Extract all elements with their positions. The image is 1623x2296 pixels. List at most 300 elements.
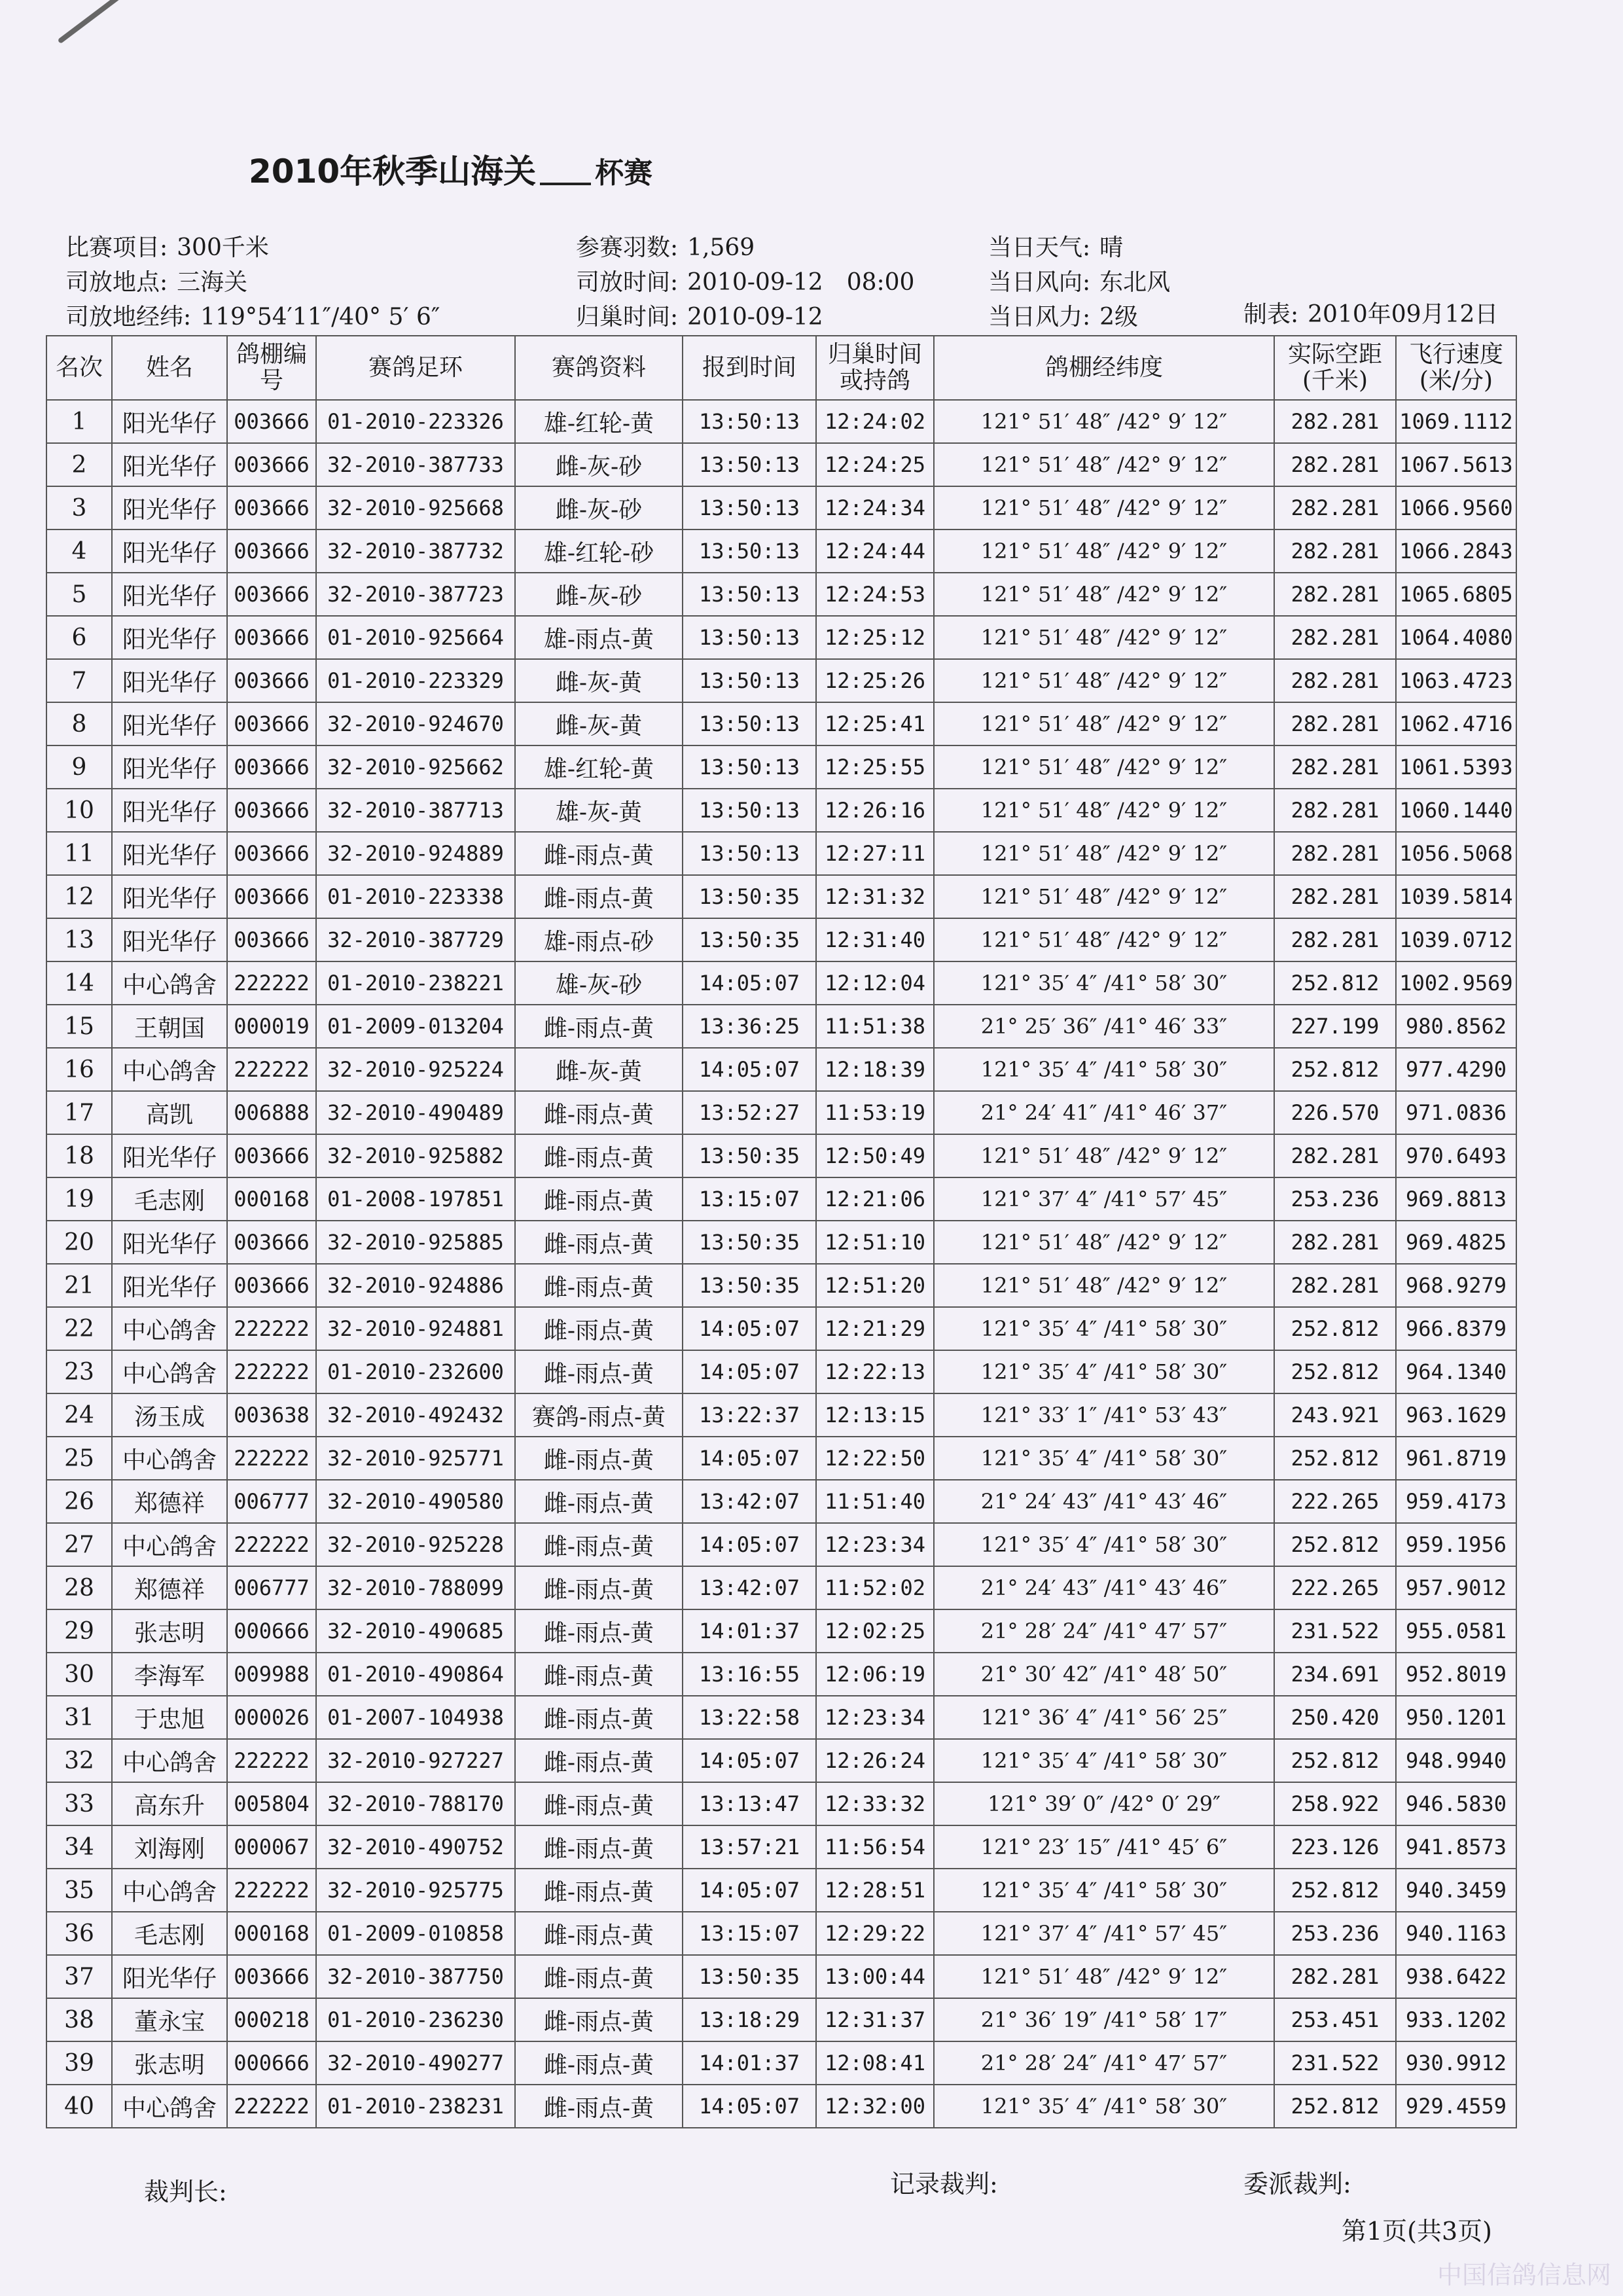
table-row <box>46 1739 1516 1782</box>
info-weather-value: 晴 <box>1099 234 1124 261</box>
page-number: 第1页(共3页) <box>1342 2217 1493 2246</box>
cell-ring-number: 32-2010-924881 <box>316 1307 515 1350</box>
cell-rank: 7 <box>46 659 112 702</box>
cell-speed: 941.8573 <box>1396 1825 1516 1869</box>
cell-bird-info: 雌-灰-砂 <box>515 443 683 486</box>
cell-name: 阳光华仔 <box>112 400 227 443</box>
cell-loft-coordinates: 21° 24′ 43″ /41° 43′ 46″ <box>934 1480 1274 1523</box>
cell-loft-id: 222222 <box>227 1437 316 1480</box>
cell-distance: 253.451 <box>1274 1998 1396 2041</box>
cell-speed: 1067.5613 <box>1396 443 1516 486</box>
table-row <box>46 573 1516 616</box>
cell-speed: 1061.5393 <box>1396 745 1516 789</box>
table-row <box>46 529 1516 573</box>
cell-bird-info: 雌-灰-黄 <box>515 702 683 745</box>
cell-speed: 1064.4080 <box>1396 616 1516 659</box>
cell-loft-id: 222222 <box>227 1350 316 1393</box>
cell-distance: 250.420 <box>1274 1696 1396 1739</box>
cell-bird-info: 雌-雨点-黄 <box>515 1264 683 1307</box>
cell-ring-number: 32-2010-490752 <box>316 1825 515 1869</box>
cell-distance: 222.265 <box>1274 1480 1396 1523</box>
cell-ring-number: 32-2010-387733 <box>316 443 515 486</box>
header-cell: 姓名 <box>112 336 227 400</box>
cell-report-time: 14:01:37 <box>683 1609 816 1653</box>
cell-report-time: 13:50:13 <box>683 486 816 529</box>
cell-arrival-time: 12:27:11 <box>816 832 934 875</box>
cell-loft-coordinates: 121° 37′ 4″ /41° 57′ 45″ <box>934 1177 1274 1221</box>
cell-report-time: 13:50:35 <box>683 1955 816 1998</box>
cell-speed: 952.8019 <box>1396 1653 1516 1696</box>
cell-speed: 940.3459 <box>1396 1869 1516 1912</box>
cell-loft-id: 000168 <box>227 1177 316 1221</box>
cell-speed: 957.9012 <box>1396 1566 1516 1609</box>
cell-loft-coordinates: 121° 51′ 48″ /42° 9′ 12″ <box>934 918 1274 961</box>
cell-rank: 8 <box>46 702 112 745</box>
cell-rank: 15 <box>46 1005 112 1048</box>
table-row <box>46 702 1516 745</box>
cell-loft-id: 003666 <box>227 1221 316 1264</box>
cell-bird-info: 雌-雨点-黄 <box>515 1869 683 1912</box>
cell-loft-id: 003666 <box>227 486 316 529</box>
header-row <box>46 336 1516 400</box>
results-table <box>46 335 1517 2128</box>
cell-report-time: 13:50:13 <box>683 745 816 789</box>
cell-report-time: 14:05:07 <box>683 2085 816 2128</box>
cell-arrival-time: 12:25:12 <box>816 616 934 659</box>
cell-speed: 1066.2843 <box>1396 529 1516 573</box>
cell-distance: 222.265 <box>1274 1566 1396 1609</box>
cell-name: 阳光华仔 <box>112 1134 227 1177</box>
cell-rank: 11 <box>46 832 112 875</box>
cell-arrival-time: 12:31:32 <box>816 875 934 918</box>
cell-arrival-time: 12:29:22 <box>816 1912 934 1955</box>
table-row <box>46 1782 1516 1825</box>
cell-report-time: 13:50:35 <box>683 1221 816 1264</box>
cell-report-time: 13:50:35 <box>683 1264 816 1307</box>
cell-name: 高凯 <box>112 1091 227 1134</box>
cell-arrival-time: 11:56:54 <box>816 1825 934 1869</box>
cell-name: 汤玉成 <box>112 1393 227 1437</box>
cell-distance: 234.691 <box>1274 1653 1396 1696</box>
cell-distance: 243.921 <box>1274 1393 1396 1437</box>
cell-ring-number: 32-2010-387713 <box>316 789 515 832</box>
cell-speed: 1062.4716 <box>1396 702 1516 745</box>
cell-loft-coordinates: 121° 23′ 15″ /41° 45′ 6″ <box>934 1825 1274 1869</box>
cell-arrival-time: 12:24:34 <box>816 486 934 529</box>
cell-bird-info: 雌-雨点-黄 <box>515 1005 683 1048</box>
cell-ring-number: 32-2010-387750 <box>316 1955 515 1998</box>
cell-ring-number: 32-2010-925668 <box>316 486 515 529</box>
cell-loft-coordinates: 121° 35′ 4″ /41° 58′ 30″ <box>934 961 1274 1005</box>
cell-name: 李海军 <box>112 1653 227 1696</box>
info-wind-dir <box>988 264 1170 297</box>
cell-bird-info: 雌-雨点-黄 <box>515 1653 683 1696</box>
cell-rank: 19 <box>46 1177 112 1221</box>
table-row <box>46 400 1516 443</box>
cell-name: 张志明 <box>112 1609 227 1653</box>
cell-loft-coordinates: 121° 51′ 48″ /42° 9′ 12″ <box>934 1134 1274 1177</box>
info-release-coord-label: 司放地经纬: <box>65 304 192 331</box>
cell-ring-number: 32-2010-925775 <box>316 1869 515 1912</box>
info-release-time <box>576 264 914 297</box>
cell-name: 中心鸽舍 <box>112 1523 227 1566</box>
cell-arrival-time: 11:52:02 <box>816 1566 934 1609</box>
cell-ring-number: 32-2010-788170 <box>316 1782 515 1825</box>
table-row <box>46 1048 1516 1091</box>
cell-rank: 40 <box>46 2085 112 2128</box>
cell-speed: 938.6422 <box>1396 1955 1516 1998</box>
table-row <box>46 1825 1516 1869</box>
cell-name: 阳光华仔 <box>112 659 227 702</box>
cell-distance: 252.812 <box>1274 1523 1396 1566</box>
cell-bird-info: 雌-雨点-黄 <box>515 1437 683 1480</box>
title-suffix: 杯赛 <box>595 156 653 190</box>
cell-arrival-time: 13:00:44 <box>816 1955 934 1998</box>
cell-loft-coordinates: 121° 51′ 48″ /42° 9′ 12″ <box>934 745 1274 789</box>
cell-name: 阳光华仔 <box>112 875 227 918</box>
cell-distance: 252.812 <box>1274 961 1396 1005</box>
table-row <box>46 2041 1516 2085</box>
cell-arrival-time: 12:25:55 <box>816 745 934 789</box>
cell-loft-coordinates: 121° 51′ 48″ /42° 9′ 12″ <box>934 1221 1274 1264</box>
cell-report-time: 14:05:07 <box>683 961 816 1005</box>
header-cell: 实际空距(千米) <box>1274 336 1396 400</box>
cell-bird-info: 雌-灰-砂 <box>515 486 683 529</box>
table-row <box>46 1955 1516 1998</box>
cell-name: 中心鸽舍 <box>112 961 227 1005</box>
cell-rank: 31 <box>46 1696 112 1739</box>
info-release-time-label: 司放时间: <box>576 269 679 296</box>
cell-name: 中心鸽舍 <box>112 1437 227 1480</box>
appointed-judge-label: 委派裁判: <box>1243 2170 1351 2198</box>
cell-report-time: 13:50:13 <box>683 400 816 443</box>
cell-arrival-time: 11:53:19 <box>816 1091 934 1134</box>
cell-speed: 966.8379 <box>1396 1307 1516 1350</box>
cell-rank: 36 <box>46 1912 112 1955</box>
cell-rank: 1 <box>46 400 112 443</box>
cell-arrival-time: 12:50:49 <box>816 1134 934 1177</box>
cell-arrival-time: 12:24:53 <box>816 573 934 616</box>
table-row <box>46 1609 1516 1653</box>
cell-ring-number: 32-2010-925882 <box>316 1134 515 1177</box>
info-entries <box>576 229 755 262</box>
cell-ring-number: 32-2010-387729 <box>316 918 515 961</box>
cell-arrival-time: 12:21:06 <box>816 1177 934 1221</box>
cell-report-time: 13:15:07 <box>683 1177 816 1221</box>
cell-ring-number: 32-2010-925228 <box>316 1523 515 1566</box>
cell-bird-info: 雌-雨点-黄 <box>515 1307 683 1350</box>
cell-report-time: 14:05:07 <box>683 1350 816 1393</box>
cell-report-time: 14:05:07 <box>683 1307 816 1350</box>
header-cell: 鸽棚经纬度 <box>934 336 1274 400</box>
cell-loft-id: 003666 <box>227 443 316 486</box>
cell-loft-coordinates: 121° 39′ 0″ /42° 0′ 29″ <box>934 1782 1274 1825</box>
cell-bird-info: 雌-雨点-黄 <box>515 1825 683 1869</box>
cell-name: 阳光华仔 <box>112 702 227 745</box>
cell-loft-id: 003666 <box>227 745 316 789</box>
watermark: 中国信鸽信息网 <box>1436 2261 1611 2289</box>
cell-loft-id: 222222 <box>227 2085 316 2128</box>
cell-name: 阳光华仔 <box>112 745 227 789</box>
table-row <box>46 486 1516 529</box>
cell-ring-number: 32-2010-925224 <box>316 1048 515 1091</box>
cell-arrival-time: 12:12:04 <box>816 961 934 1005</box>
cell-report-time: 14:05:07 <box>683 1869 816 1912</box>
cell-distance: 252.812 <box>1274 1437 1396 1480</box>
cell-bird-info: 雄-红轮-黄 <box>515 400 683 443</box>
cell-ring-number: 01-2010-238221 <box>316 961 515 1005</box>
info-event-label: 比赛项目: <box>65 234 168 261</box>
info-release-coord <box>65 298 440 332</box>
table-row <box>46 1566 1516 1609</box>
cell-speed: 1063.4723 <box>1396 659 1516 702</box>
cell-ring-number: 32-2010-925771 <box>316 1437 515 1480</box>
cell-name: 中心鸽舍 <box>112 1869 227 1912</box>
cell-ring-number: 32-2010-387732 <box>316 529 515 573</box>
cell-loft-id: 003666 <box>227 1134 316 1177</box>
cell-ring-number: 32-2010-490489 <box>316 1091 515 1134</box>
cell-name: 中心鸽舍 <box>112 1739 227 1782</box>
cell-ring-number: 32-2010-387723 <box>316 573 515 616</box>
cell-loft-id: 222222 <box>227 1307 316 1350</box>
header-cell: 赛鸽资料 <box>515 336 683 400</box>
info-wind-dir-label: 当日风向: <box>988 269 1091 296</box>
cell-loft-coordinates: 21° 28′ 24″ /41° 47′ 57″ <box>934 2041 1274 2085</box>
cell-loft-coordinates: 121° 51′ 48″ /42° 9′ 12″ <box>934 702 1274 745</box>
cell-ring-number: 32-2010-788099 <box>316 1566 515 1609</box>
cell-distance: 282.281 <box>1274 1264 1396 1307</box>
cell-distance: 258.922 <box>1274 1782 1396 1825</box>
cell-speed: 955.0581 <box>1396 1609 1516 1653</box>
cell-speed: 1056.5068 <box>1396 832 1516 875</box>
cell-arrival-time: 11:51:40 <box>816 1480 934 1523</box>
table-row <box>46 1696 1516 1739</box>
cell-loft-id: 003666 <box>227 1264 316 1307</box>
info-made-value: 2010年09月12日 <box>1308 301 1499 328</box>
cell-ring-number: 32-2010-927227 <box>316 1739 515 1782</box>
cell-speed: 1060.1440 <box>1396 789 1516 832</box>
cell-arrival-time: 12:26:24 <box>816 1739 934 1782</box>
cell-speed: 971.0836 <box>1396 1091 1516 1134</box>
cell-speed: 946.5830 <box>1396 1782 1516 1825</box>
cell-loft-coordinates: 121° 51′ 48″ /42° 9′ 12″ <box>934 1264 1274 1307</box>
cell-report-time: 13:36:25 <box>683 1005 816 1048</box>
cell-name: 阳光华仔 <box>112 789 227 832</box>
cell-ring-number: 01-2010-223329 <box>316 659 515 702</box>
info-wind-dir-value: 东北风 <box>1099 269 1171 296</box>
cell-arrival-time: 12:23:34 <box>816 1696 934 1739</box>
cell-bird-info: 雌-雨点-黄 <box>515 1523 683 1566</box>
cell-rank: 32 <box>46 1739 112 1782</box>
table-row <box>46 1005 1516 1048</box>
table-row <box>46 1653 1516 1696</box>
cell-loft-id: 222222 <box>227 1739 316 1782</box>
table-row <box>46 961 1516 1005</box>
cell-ring-number: 01-2010-223338 <box>316 875 515 918</box>
cell-loft-id: 222222 <box>227 1523 316 1566</box>
table-row <box>46 875 1516 918</box>
cell-bird-info: 雌-雨点-黄 <box>515 1177 683 1221</box>
table-row <box>46 832 1516 875</box>
cell-loft-coordinates: 121° 35′ 4″ /41° 58′ 30″ <box>934 1307 1274 1350</box>
cell-loft-coordinates: 121° 35′ 4″ /41° 58′ 30″ <box>934 1437 1274 1480</box>
cell-loft-coordinates: 121° 33′ 1″ /41° 53′ 43″ <box>934 1393 1274 1437</box>
cell-rank: 12 <box>46 875 112 918</box>
cell-name: 毛志刚 <box>112 1912 227 1955</box>
table-row <box>46 918 1516 961</box>
cell-speed: 1066.9560 <box>1396 486 1516 529</box>
cell-arrival-time: 12:26:16 <box>816 789 934 832</box>
table-row <box>46 1177 1516 1221</box>
table-row <box>46 1869 1516 1912</box>
cell-ring-number: 32-2010-490277 <box>316 2041 515 2085</box>
cell-name: 阳光华仔 <box>112 443 227 486</box>
cell-loft-id: 000026 <box>227 1696 316 1739</box>
cell-rank: 27 <box>46 1523 112 1566</box>
table-row <box>46 1350 1516 1393</box>
info-made <box>1243 296 1498 329</box>
cell-loft-coordinates: 121° 51′ 48″ /42° 9′ 12″ <box>934 659 1274 702</box>
cell-ring-number: 01-2009-013204 <box>316 1005 515 1048</box>
cell-speed: 959.1956 <box>1396 1523 1516 1566</box>
cell-rank: 25 <box>46 1437 112 1480</box>
cell-distance: 252.812 <box>1274 1869 1396 1912</box>
info-made-label: 制表: <box>1243 301 1299 328</box>
cell-loft-coordinates: 121° 51′ 48″ /42° 9′ 12″ <box>934 529 1274 573</box>
cell-rank: 4 <box>46 529 112 573</box>
cell-name: 阳光华仔 <box>112 616 227 659</box>
cell-bird-info: 雌-雨点-黄 <box>515 2041 683 2085</box>
cell-loft-id: 003666 <box>227 616 316 659</box>
cell-rank: 21 <box>46 1264 112 1307</box>
cell-arrival-time: 12:24:25 <box>816 443 934 486</box>
cell-distance: 282.281 <box>1274 659 1396 702</box>
cell-name: 中心鸽舍 <box>112 1307 227 1350</box>
table-row <box>46 1264 1516 1307</box>
cell-loft-coordinates: 121° 35′ 4″ /41° 58′ 30″ <box>934 1869 1274 1912</box>
cell-report-time: 13:42:07 <box>683 1480 816 1523</box>
cell-arrival-time: 12:28:51 <box>816 1869 934 1912</box>
info-wind-force-label: 当日风力: <box>988 304 1091 331</box>
cell-speed: 1069.1112 <box>1396 400 1516 443</box>
cell-bird-info: 雄-红轮-砂 <box>515 529 683 573</box>
cell-speed: 964.1340 <box>1396 1350 1516 1393</box>
info-return-time-label: 归巢时间: <box>576 304 679 331</box>
cell-name: 阳光华仔 <box>112 832 227 875</box>
table-row <box>46 1134 1516 1177</box>
cell-arrival-time: 12:24:44 <box>816 529 934 573</box>
cell-rank: 5 <box>46 573 112 616</box>
header-cell: 报到时间 <box>683 336 816 400</box>
cell-name: 中心鸽舍 <box>112 2085 227 2128</box>
cell-rank: 38 <box>46 1998 112 2041</box>
cell-arrival-time: 12:33:32 <box>816 1782 934 1825</box>
cell-distance: 252.812 <box>1274 1739 1396 1782</box>
cell-loft-coordinates: 121° 37′ 4″ /41° 57′ 45″ <box>934 1912 1274 1955</box>
cell-rank: 9 <box>46 745 112 789</box>
cell-bird-info: 雌-雨点-黄 <box>515 1696 683 1739</box>
cell-distance: 282.281 <box>1274 1955 1396 1998</box>
cell-rank: 23 <box>46 1350 112 1393</box>
cell-bird-info: 雄-灰-黄 <box>515 789 683 832</box>
title-blank <box>540 183 591 185</box>
cell-loft-coordinates: 121° 35′ 4″ /41° 58′ 30″ <box>934 1048 1274 1091</box>
cell-loft-coordinates: 21° 24′ 43″ /41° 43′ 46″ <box>934 1566 1274 1609</box>
cell-bird-info: 雌-灰-黄 <box>515 1048 683 1091</box>
cell-rank: 39 <box>46 2041 112 2085</box>
info-entries-label: 参赛羽数: <box>576 234 679 261</box>
cell-distance: 282.281 <box>1274 400 1396 443</box>
cell-loft-id: 003638 <box>227 1393 316 1437</box>
cell-loft-coordinates: 121° 51′ 48″ /42° 9′ 12″ <box>934 573 1274 616</box>
header-cell: 名次 <box>46 336 112 400</box>
cell-loft-coordinates: 21° 24′ 41″ /41° 46′ 37″ <box>934 1091 1274 1134</box>
cell-report-time: 14:05:07 <box>683 1048 816 1091</box>
cell-distance: 282.281 <box>1274 832 1396 875</box>
cell-distance: 253.236 <box>1274 1912 1396 1955</box>
cell-speed: 977.4290 <box>1396 1048 1516 1091</box>
cell-report-time: 13:13:47 <box>683 1782 816 1825</box>
cell-loft-coordinates: 121° 51′ 48″ /42° 9′ 12″ <box>934 789 1274 832</box>
cell-speed: 963.1629 <box>1396 1393 1516 1437</box>
cell-name: 中心鸽舍 <box>112 1048 227 1091</box>
cell-rank: 18 <box>46 1134 112 1177</box>
cell-ring-number: 01-2010-490864 <box>316 1653 515 1696</box>
cell-distance: 282.281 <box>1274 443 1396 486</box>
cell-bird-info: 雌-雨点-黄 <box>515 1350 683 1393</box>
cell-loft-coordinates: 121° 51′ 48″ /42° 9′ 12″ <box>934 616 1274 659</box>
cell-speed: 929.4559 <box>1396 2085 1516 2128</box>
cell-loft-coordinates: 121° 35′ 4″ /41° 58′ 30″ <box>934 1739 1274 1782</box>
cell-loft-coordinates: 21° 28′ 24″ /41° 47′ 57″ <box>934 1609 1274 1653</box>
cell-loft-id: 000019 <box>227 1005 316 1048</box>
cell-loft-id: 003666 <box>227 832 316 875</box>
cell-loft-id: 006777 <box>227 1480 316 1523</box>
cell-bird-info: 雌-雨点-黄 <box>515 1480 683 1523</box>
cell-report-time: 14:05:07 <box>683 1437 816 1480</box>
cell-loft-coordinates: 121° 35′ 4″ /41° 58′ 30″ <box>934 1350 1274 1393</box>
table-row <box>46 659 1516 702</box>
cell-loft-coordinates: 121° 51′ 48″ /42° 9′ 12″ <box>934 486 1274 529</box>
cell-distance: 223.126 <box>1274 1825 1396 1869</box>
cell-speed: 961.8719 <box>1396 1437 1516 1480</box>
cell-rank: 34 <box>46 1825 112 1869</box>
cell-report-time: 13:50:13 <box>683 659 816 702</box>
table-row <box>46 1393 1516 1437</box>
table-row <box>46 745 1516 789</box>
cell-distance: 282.281 <box>1274 529 1396 573</box>
cell-report-time: 14:05:07 <box>683 1739 816 1782</box>
cell-report-time: 13:50:35 <box>683 1134 816 1177</box>
title-main: 2010年秋季山海关 <box>249 152 537 190</box>
cell-ring-number: 01-2010-232600 <box>316 1350 515 1393</box>
cell-arrival-time: 12:02:25 <box>816 1609 934 1653</box>
cell-loft-coordinates: 121° 35′ 4″ /41° 58′ 30″ <box>934 2085 1274 2128</box>
cell-arrival-time: 12:08:41 <box>816 2041 934 2085</box>
page-title <box>249 145 652 192</box>
results-body <box>46 400 1516 2128</box>
cell-speed: 950.1201 <box>1396 1696 1516 1739</box>
cell-speed: 968.9279 <box>1396 1264 1516 1307</box>
table-row <box>46 789 1516 832</box>
cell-rank: 30 <box>46 1653 112 1696</box>
cell-arrival-time: 12:22:13 <box>816 1350 934 1393</box>
cell-bird-info: 赛鸽-雨点-黄 <box>515 1393 683 1437</box>
cell-distance: 231.522 <box>1274 2041 1396 2085</box>
cell-rank: 17 <box>46 1091 112 1134</box>
cell-loft-id: 000168 <box>227 1912 316 1955</box>
info-entries-value: 1,569 <box>687 234 755 261</box>
